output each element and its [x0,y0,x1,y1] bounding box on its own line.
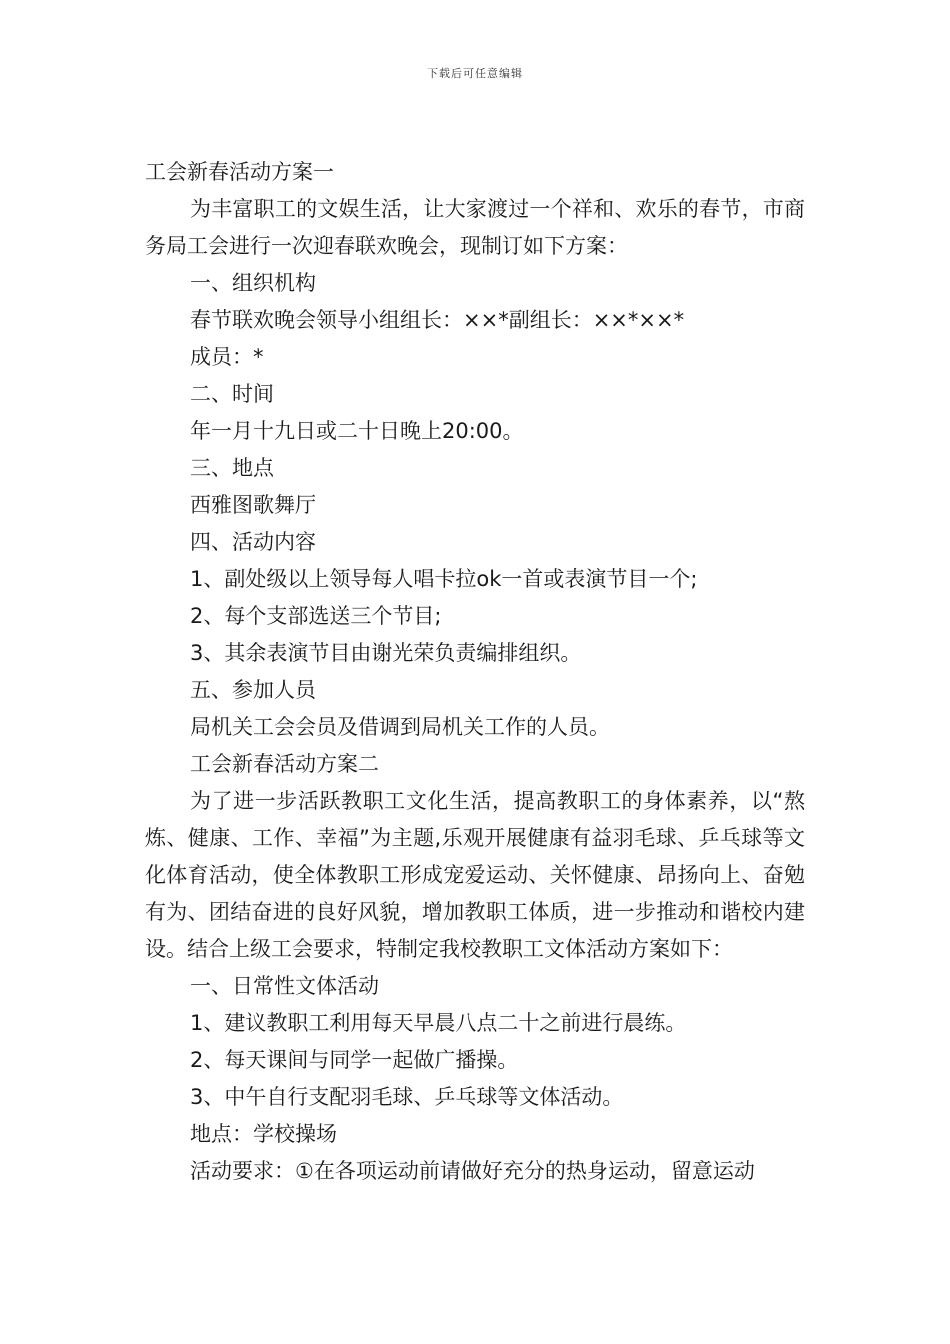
list-item: 3、其余表演节目由谢光荣负责编排组织。 [190,641,582,665]
plan2-title: 工会新春活动方案二 [190,752,379,776]
plan1-section5-heading: 五、参加人员 [190,678,316,702]
plan1-intro: 为丰富职工的文娱生活，让大家渡过一个祥和、欢乐的春节，市商务局工会进行一次迎春联欢晚会，现制订如下方案： [145,197,805,258]
plan1-section5-people: 局机关工会会员及借调到局机关工作的人员。 [190,715,610,739]
document-body [145,154,805,1190]
plan1-section1-members: 成员：* [190,345,264,369]
list-item: 3、中午自行支配羽毛球、乒乓球等文体活动。 [190,1085,624,1109]
plan2-requirements: 活动要求：①在各项运动前请做好充分的热身运动，留意运动 [190,1159,755,1183]
plan1-section2-heading: 二、时间 [190,382,274,406]
plan2-intro: 为了进一步活跃教职工文化生活，提高教职工的身体素养，以“熬炼、健康、工作、幸福”为主题,乐观开展健康有益羽毛球、乒乓球等文化体育活动，使全体教职工形成宠爱运动、关怀健康、昂扬向上、奋勉有为、团结奋进的良好风貌，增加教职工体质，进一步推动和谐校内建设。结合上级工会要求，特制定我校教职工文体活动方案如下： [145,789,805,961]
plan1-section3-heading: 三、地点 [190,456,274,480]
list-item: 2、每天课间与同学一起做广播操。 [190,1048,519,1072]
list-item: 1、建议教职工利用每天早晨八点二十之前进行晨练。 [190,1011,687,1035]
plan2-section1-heading: 一、日常性文体活动 [190,974,379,998]
plan1-section4-heading: 四、活动内容 [190,530,316,554]
plan2-location: 地点：学校操场 [190,1122,337,1146]
plan1-section1-heading: 一、组织机构 [190,271,316,295]
plan1-section2-time: 年一月十九日或二十日晚上20:00。 [190,419,524,443]
list-item: 1、副处级以上领导每人唱卡拉ok一首或表演节目一个; [190,567,698,591]
list-item: 2、每个支部选送三个节目; [190,604,442,628]
plan1-title: 工会新春活动方案一 [145,160,334,184]
plan1-section1-leader: 春节联欢晚会领导小组组长：××*副组长：××*××* [190,308,685,332]
page-header-note: 下载后可任意编辑 [427,67,523,80]
plan1-section3-place: 西雅图歌舞厅 [190,493,316,517]
